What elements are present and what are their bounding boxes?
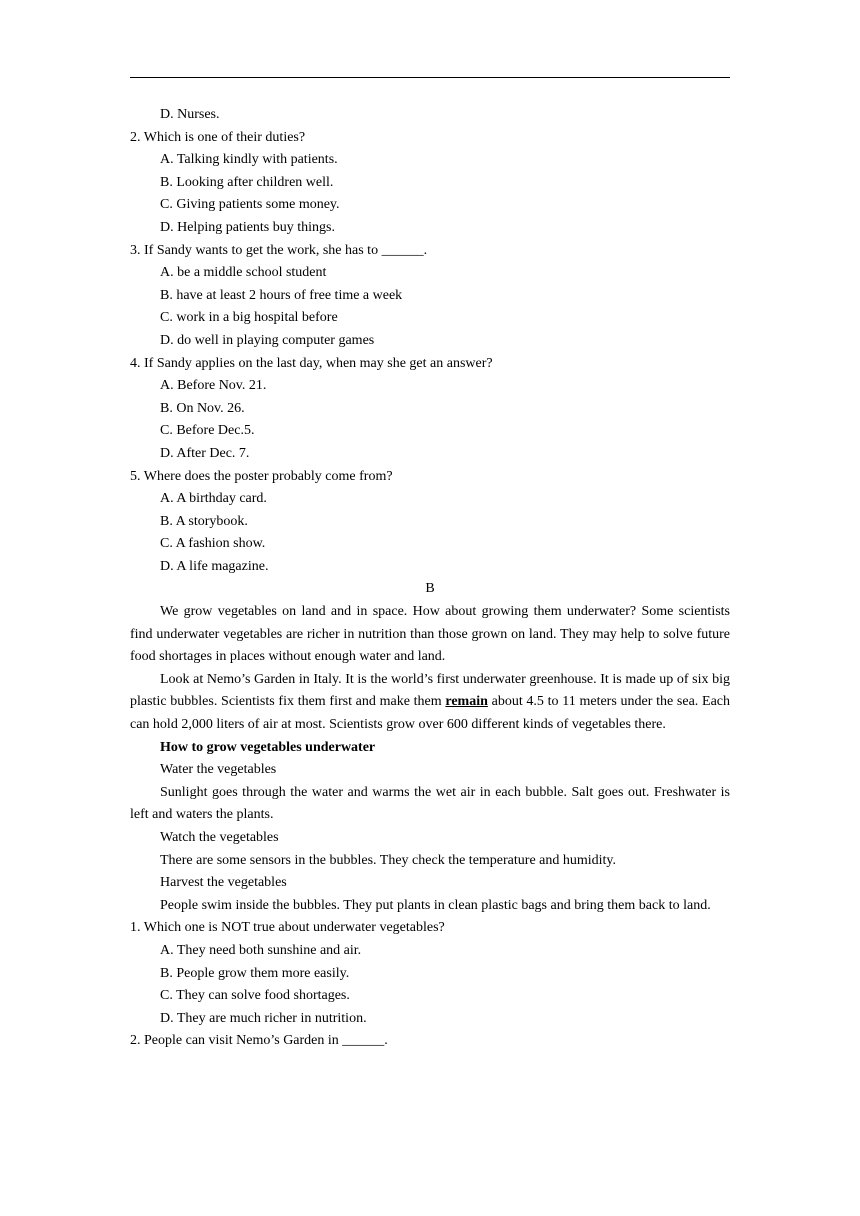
question-option: D. They are much richer in nutrition. bbox=[160, 1010, 367, 1026]
question-option: D. do well in playing computer games bbox=[160, 332, 375, 348]
underlined-keyword: remain bbox=[445, 694, 488, 710]
question-option: C. Before Dec.5. bbox=[160, 423, 255, 439]
document-body bbox=[130, 104, 730, 1053]
question-stem: 5. Where does the poster probably come from? bbox=[130, 468, 393, 484]
question-option: B. have at least 2 hours of free time a week bbox=[160, 287, 403, 303]
question-option: D. After Dec. 7. bbox=[160, 445, 250, 461]
question-option: D. A life magazine. bbox=[160, 558, 269, 574]
passage-heading: How to grow vegetables underwater bbox=[160, 739, 376, 755]
passage-subheading: Watch the vegetables bbox=[160, 830, 279, 845]
passage-subheading: Harvest the vegetables bbox=[160, 875, 287, 891]
question-stem: 2. Which is one of their duties? bbox=[130, 129, 306, 145]
question-option: A. They need both sunshine and air. bbox=[160, 942, 362, 958]
passage-paragraph: We grow vegetables on land and in space. How about growing them underwater? Some scientists find underwater vegetables are richer in nutrition than those grown on land. They may help to solve future food shortages in places without enough water and land. bbox=[130, 604, 730, 665]
question-option: B. A storybook. bbox=[160, 513, 248, 529]
section-label: B bbox=[425, 581, 435, 597]
question-option: B. People grow them more easily. bbox=[160, 965, 350, 981]
passage-paragraph: Sunlight goes through the water and warms the wet air in each bubble. Salt goes out. Freshwater is left and waters the plants. bbox=[130, 784, 730, 823]
passage-paragraph: People swim inside the bubbles. They put plants in clean plastic bags and bring them back to land. bbox=[160, 897, 711, 913]
passage-paragraph: There are some sensors in the bubbles. They check the temperature and humidity. bbox=[160, 852, 617, 868]
question-option: A. A birthday card. bbox=[160, 491, 267, 507]
question-option: B. On Nov. 26. bbox=[160, 400, 245, 416]
question-option: C. A fashion show. bbox=[160, 536, 266, 552]
question-option: B. Looking after children well. bbox=[160, 174, 334, 190]
paragraph-text: about 4.5 to 11 meters under the sea. Each can hold 2,000 liters of air at most. Scientists grow over 600 different kinds of vegetables there. bbox=[130, 694, 730, 733]
question-option: A. Talking kindly with patients. bbox=[160, 152, 338, 168]
passage-subheading: Water the vegetables bbox=[160, 762, 277, 778]
header-rule bbox=[130, 77, 730, 78]
question-stem: 3. If Sandy wants to get the work, she has to ______. bbox=[130, 242, 428, 258]
question-option: D. Helping patients buy things. bbox=[160, 219, 335, 235]
passage-paragraph bbox=[130, 669, 730, 737]
question-option: C. They can solve food shortages. bbox=[160, 988, 350, 1004]
question-option: C. Giving patients some money. bbox=[160, 197, 340, 213]
question-stem: 2. People can visit Nemo’s Garden in ______. bbox=[130, 1033, 388, 1049]
question-option: A. Before Nov. 21. bbox=[160, 378, 267, 394]
paragraph-text: Look at Nemo’s Garden in Italy. It is the world’s first underwater greenhouse. It is made up of six big plastic bubbles. Scientists fix them first and make them bbox=[130, 671, 730, 710]
question-option: D. Nurses. bbox=[160, 107, 220, 122]
question-option: C. work in a big hospital before bbox=[160, 310, 338, 326]
question-stem: 4. If Sandy applies on the last day, when may she get an answer? bbox=[130, 355, 493, 371]
question-stem: 1. Which one is NOT true about underwater vegetables? bbox=[130, 920, 445, 936]
question-option: A. be a middle school student bbox=[160, 265, 327, 281]
